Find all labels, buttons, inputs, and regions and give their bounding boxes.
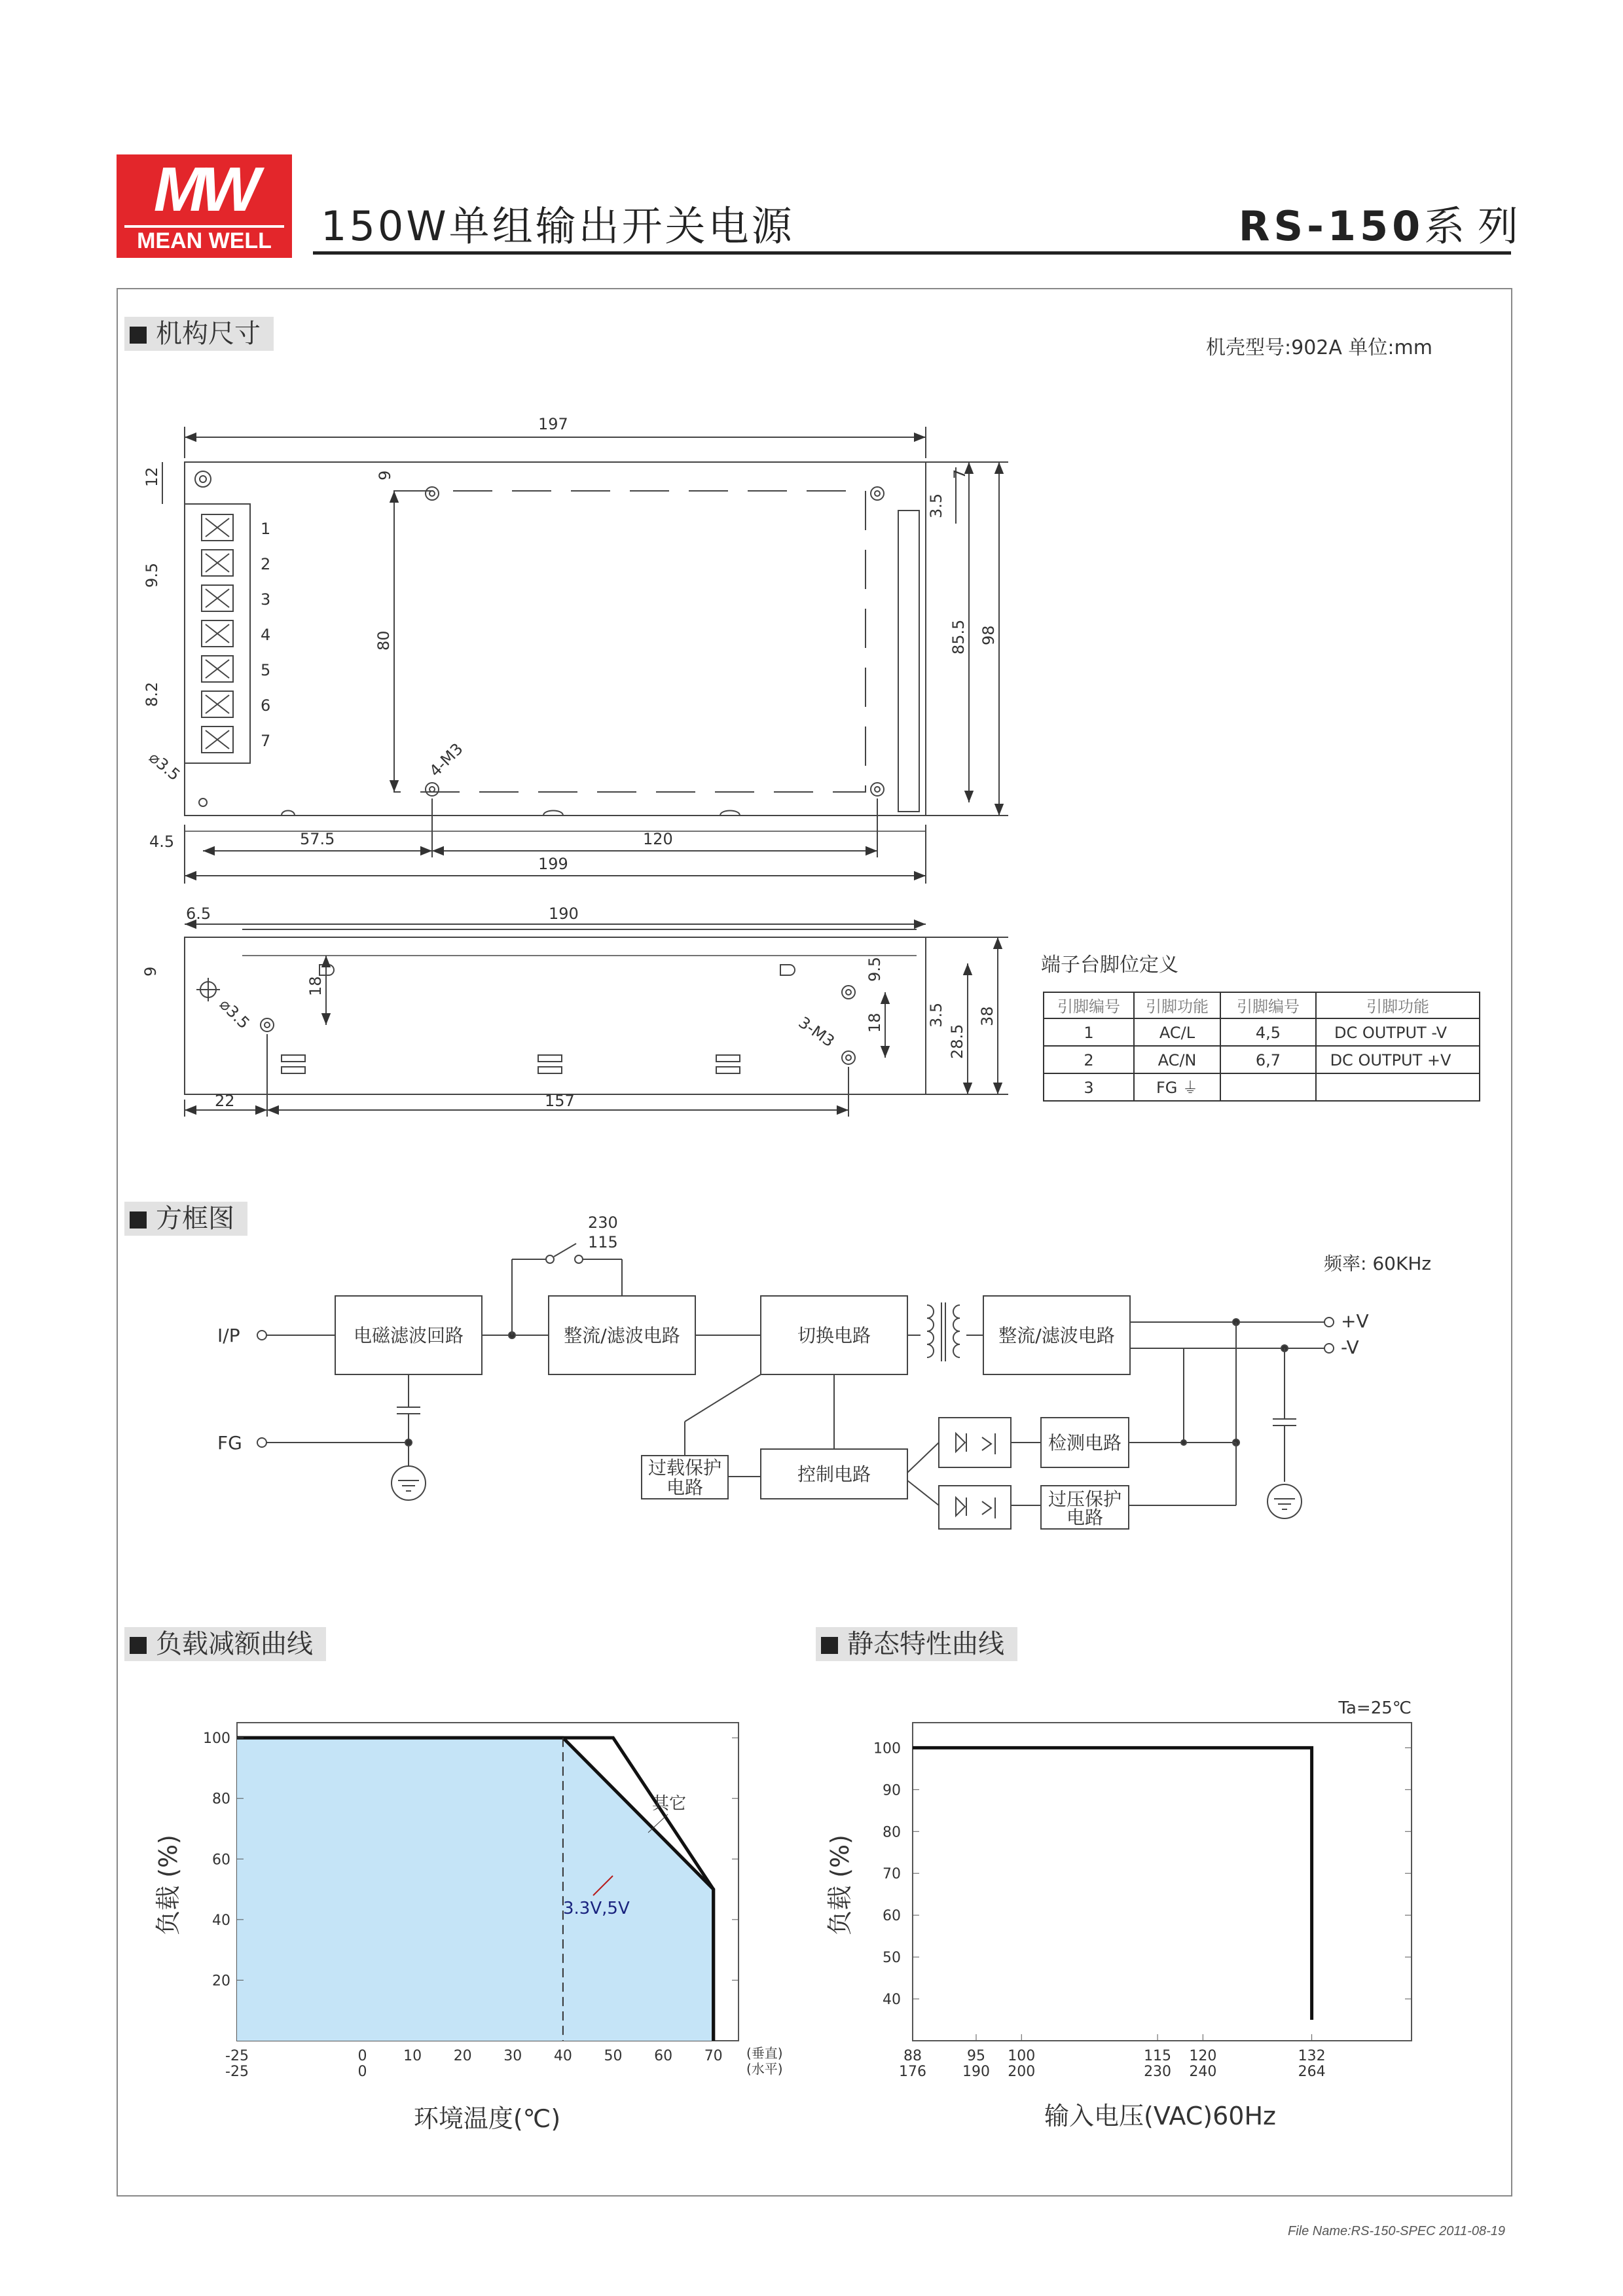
- rect-label-2: 整流/滤波电路: [998, 1325, 1115, 1346]
- x-tick-label-horizontal: -25: [225, 2064, 249, 2080]
- x-tick-label: -25: [225, 2048, 249, 2064]
- pin-cell: 1: [1084, 1024, 1094, 1042]
- side-view: [185, 924, 1008, 1117]
- dim-9: 9: [376, 470, 394, 480]
- mechanical-section-title: 机构尺寸: [124, 317, 274, 351]
- photocoupler-1: [939, 1418, 1011, 1467]
- dim-6-5: 6.5: [186, 905, 211, 923]
- dim-3-5: 3.5: [927, 493, 945, 518]
- transformer-secondary: [953, 1305, 960, 1357]
- x-tick-label: 95: [966, 2048, 985, 2064]
- pin-header-3: 引脚编号: [1237, 997, 1300, 1016]
- terminal-label-3: 3: [261, 590, 271, 609]
- pin-definition-table: [1041, 954, 1480, 1101]
- y-tick-label: 50: [883, 1950, 901, 1967]
- bullet-square: [821, 1637, 838, 1654]
- pin-table-title: 端子台脚位定义: [1041, 954, 1178, 977]
- y-tick-label: 60: [883, 1908, 901, 1925]
- case-info: 机壳型号:902A 单位:mm: [1206, 336, 1432, 359]
- dim-8-2: 8.2: [143, 681, 161, 707]
- dim-side-3-5: 3.5: [927, 1002, 945, 1028]
- logo-text: MEAN WELL: [124, 225, 284, 251]
- x-tick-label: 70: [704, 2048, 723, 2064]
- block-diagram-section-title: 方框图: [124, 1202, 247, 1236]
- y-tick-label: 70: [883, 1866, 901, 1883]
- side-hole-3-5: ⌀3.5: [215, 995, 253, 1033]
- terminal-label-2: 2: [261, 555, 271, 573]
- y-tick-label: 40: [212, 1912, 230, 1929]
- x-tick-label-horizontal: 0: [357, 2064, 367, 2080]
- x-tick-label-230v: 200: [1008, 2064, 1036, 2080]
- control-label: 控制电路: [797, 1463, 871, 1485]
- dim-190: 190: [549, 905, 579, 923]
- pin-cell: DC OUTPUT +V: [1330, 1051, 1451, 1069]
- x-tick-label-230v: 230: [1144, 2064, 1172, 2080]
- dim-side-18a: 18: [306, 976, 325, 996]
- dim-157: 157: [545, 1092, 575, 1110]
- series-label-33v5v: 3.3V,5V: [563, 1899, 630, 1918]
- dim-9-5: 9.5: [143, 562, 161, 588]
- pin-cell: 2: [1084, 1051, 1094, 1069]
- x-tick-label: 40: [553, 2048, 572, 2064]
- terminal-label-6: 6: [261, 696, 271, 715]
- x-tick-label: 30: [503, 2048, 522, 2064]
- dim-197: 197: [538, 415, 568, 433]
- pin-cell: DC OUTPUT -V: [1334, 1024, 1447, 1042]
- file-name-footer: File Name:RS-150-SPEC 2011-08-19: [1287, 2224, 1505, 2238]
- x-tick-label-230v: 176: [899, 2064, 926, 2080]
- x-tick-label: 60: [654, 2048, 673, 2064]
- y-tick-label: 40: [883, 1992, 901, 2009]
- side-view-outline: [185, 937, 926, 1094]
- pin-header-1: 引脚编号: [1057, 997, 1120, 1016]
- pin-cell: 3: [1084, 1079, 1094, 1097]
- emi-label: 电磁滤波回路: [353, 1325, 464, 1346]
- dim-side-38: 38: [978, 1006, 996, 1026]
- side-bracket: [898, 511, 919, 812]
- mount-rectangle: [394, 491, 866, 792]
- derating-section-title: 负载减额曲线: [124, 1627, 326, 1661]
- x-tick-label-230v: 190: [962, 2064, 990, 2080]
- dim-98: 98: [979, 625, 998, 645]
- dim-side-18b: 18: [866, 1013, 884, 1033]
- dim-199: 199: [538, 855, 568, 873]
- block-diagram: [257, 1244, 1334, 1529]
- axis-note-horizontal: (水平): [746, 2061, 783, 2077]
- transformer-primary: [927, 1305, 934, 1357]
- pin-header-2: 引脚功能: [1146, 997, 1209, 1016]
- y-tick-label: 80: [883, 1824, 901, 1841]
- doc-title: 150W单组输出开关电源: [321, 202, 795, 250]
- x-tick-label: 120: [1189, 2048, 1217, 2064]
- y-tick-label: 100: [203, 1731, 230, 1748]
- pin-cell: AC/N: [1158, 1051, 1197, 1069]
- switch-label: 切换电路: [797, 1325, 871, 1346]
- x-axis-title: 输入电压(VAC)60Hz: [1044, 2102, 1276, 2130]
- y-tick-label: 100: [873, 1740, 901, 1757]
- bullet-square: [130, 1637, 147, 1654]
- screw-4m3: 4-M3: [426, 740, 467, 781]
- terminal-label-1: 1: [261, 520, 271, 538]
- x-tick-label: 20: [453, 2048, 472, 2064]
- pin-cell: FG ⏚: [1156, 1079, 1199, 1097]
- ovp-label-2: 电路: [1066, 1507, 1104, 1528]
- x-tick-label-230v: 240: [1189, 2064, 1217, 2080]
- photocoupler-2: [939, 1486, 1011, 1529]
- x-tick-label: 115: [1144, 2048, 1172, 2064]
- static-chart: [826, 1698, 1412, 2130]
- temp-annotation: Ta=25℃: [1338, 1698, 1412, 1718]
- top-view: [162, 427, 1008, 884]
- pin-header-4: 引脚功能: [1366, 997, 1429, 1016]
- terminal-label-5: 5: [261, 661, 271, 679]
- dim-80: 80: [374, 630, 393, 651]
- x-tick-label: 88: [903, 2048, 922, 2064]
- dim-side-9-5: 9.5: [866, 956, 884, 982]
- rect-label-1: 整流/滤波电路: [564, 1325, 680, 1346]
- series-code: RS-150: [1238, 202, 1425, 250]
- dim-22: 22: [215, 1092, 235, 1110]
- pin-cell: 6,7: [1255, 1051, 1281, 1069]
- top-view-outline: [185, 462, 926, 816]
- plot-area: [913, 1723, 1412, 2041]
- fg-label: FG: [217, 1432, 242, 1454]
- dim-side-9: 9: [141, 966, 160, 977]
- out-neg-label: -V: [1341, 1336, 1359, 1358]
- side-view-labels: [141, 905, 996, 1110]
- y-axis-title: 负载 (%): [154, 1835, 183, 1935]
- ocp-label-1: 过载保护: [647, 1457, 722, 1479]
- dim-7: 7: [951, 469, 969, 479]
- ip-label: I/P: [217, 1325, 240, 1346]
- screw-3m3: 3-M3: [795, 1013, 838, 1051]
- dim-12: 12: [143, 467, 161, 487]
- pin-cell: AC/L: [1159, 1024, 1195, 1042]
- bullet-square: [130, 1211, 147, 1229]
- y-tick-label: 20: [212, 1973, 230, 1990]
- x-tick-label: 0: [357, 2048, 367, 2064]
- switch-230: 230: [588, 1213, 618, 1232]
- dim-side-28-5: 28.5: [948, 1024, 966, 1059]
- terminal-label-4: 4: [261, 626, 271, 644]
- dim-hole-3-5: ⌀3.5: [145, 748, 184, 785]
- dim-120: 120: [643, 830, 673, 848]
- switch-115: 115: [588, 1233, 618, 1251]
- dim-85-5: 85.5: [949, 619, 968, 655]
- x-axis-title: 环境温度(℃): [413, 2104, 561, 2133]
- series-label-other: 其它: [652, 1794, 687, 1814]
- series-suffix: 系 列: [1424, 202, 1518, 250]
- pin-cell: 4,5: [1255, 1024, 1281, 1042]
- x-tick-label: 132: [1298, 2048, 1326, 2064]
- out-pos-label: +V: [1341, 1310, 1369, 1332]
- logo-mark: MW: [153, 154, 255, 224]
- detect-label: 检测电路: [1048, 1432, 1122, 1454]
- y-axis-title: 负载 (%): [826, 1835, 854, 1935]
- static-section-title: 静态特性曲线: [816, 1627, 1017, 1661]
- freq-label: 频率: 60KHz: [1324, 1253, 1432, 1274]
- axis-note-vertical: (垂直): [746, 2045, 783, 2061]
- dim-4-5: 4.5: [149, 833, 175, 851]
- x-tick-label-230v: 264: [1298, 2064, 1326, 2080]
- x-tick-label: 100: [1008, 2048, 1036, 2064]
- dim-57-5: 57.5: [300, 830, 335, 848]
- y-tick-label: 80: [212, 1791, 230, 1808]
- y-tick-label: 60: [212, 1852, 230, 1869]
- y-tick-label: 90: [883, 1782, 901, 1799]
- top-view-labels: [143, 415, 998, 873]
- ocp-label-2: 电路: [666, 1477, 704, 1498]
- ovp-label-1: 过压保护: [1048, 1488, 1122, 1510]
- x-tick-label: 50: [604, 2048, 623, 2064]
- x-tick-label: 10: [403, 2048, 422, 2064]
- derating-chart: [154, 1723, 783, 2133]
- terminal-screws: [202, 514, 233, 753]
- terminal-label-7: 7: [261, 732, 271, 750]
